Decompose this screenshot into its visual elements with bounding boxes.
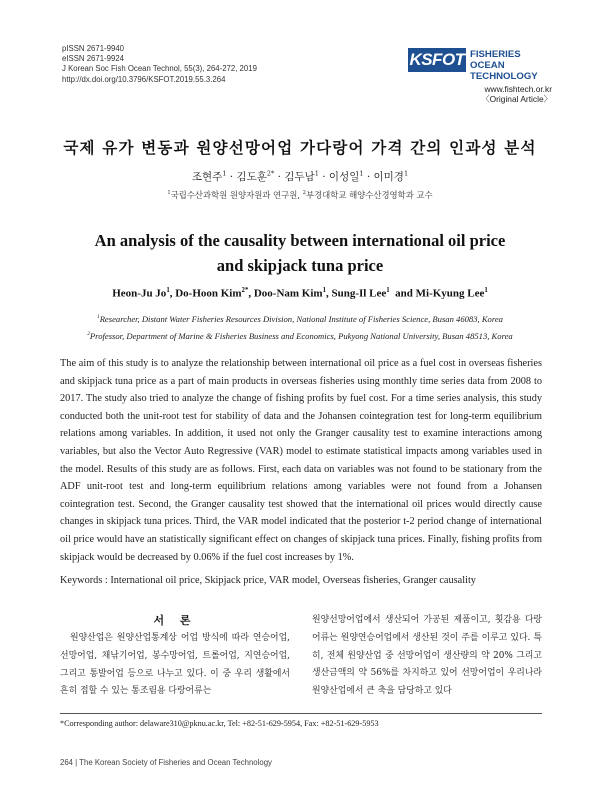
author-ko-5-sup: 1 xyxy=(403,169,409,178)
journal-name-line1: FISHERIES OCEAN xyxy=(470,49,521,71)
journal-name-line2: TECHNOLOGY xyxy=(470,71,538,82)
affiliation-english xyxy=(0,310,600,344)
citation: J Korean Soc Fish Ocean Technol, 55(3), 264-272, 2019 xyxy=(62,64,257,74)
title-korean: 국제 유가 변동과 원양선망어업 가다랑어 가격 간의 인과성 분석 xyxy=(63,138,537,157)
author-en-4-sup: 1 xyxy=(386,287,390,294)
keywords: Keywords : International oil price, Skipjack price, VAR model, Overseas fisheries, Granger causality xyxy=(60,575,476,586)
journal-meta xyxy=(62,44,257,85)
author-ko-2-sup: 2* xyxy=(266,169,275,178)
title-english-line2: and skipjack tuna price xyxy=(216,256,384,275)
author-separator: , xyxy=(169,287,176,300)
pissn: pISSN 2671-9940 xyxy=(62,44,124,53)
authors-english xyxy=(0,287,600,300)
section-title-introduction: 서 론 xyxy=(153,614,197,627)
corresponding-author-footnote: *Corresponding author: delaware310@pknu.ac.kr, Tel: +82-51-629-5954, Fax: +82-51-629-5953 xyxy=(60,719,379,728)
author-separator: · xyxy=(318,171,329,183)
author-en-4: Sung-Il Lee xyxy=(331,287,387,300)
intro-text-left-column: 원양산업은 원양산업통계상 어업 방식에 따라 연승어업, 선망어업, 채낚기어업, 봉수망어업, 트롤어업, 지연승어업, 그리고 통발어업 등으로 나누고 있다. 이 중 우리 생활에서 흔히 접할 수 있는 통조림용 다랑어류는 xyxy=(60,633,290,697)
author-en-1-sup: 1 xyxy=(166,287,170,294)
title-english-line1: An analysis of the causality between international oil price xyxy=(94,231,506,250)
website-link[interactable]: www.fishtech.or.kr xyxy=(484,84,552,94)
author-separator: · xyxy=(363,171,374,183)
affil-ko-text1: 국립수산과학원 원양자원과 연구원, xyxy=(170,190,303,200)
affil-en-text1: Researcher, Distant Water Fisheries Resources Division, National Institute of Fisheries Science, Busan 46083, Korea xyxy=(99,313,503,324)
page-footer: 264 | The Korean Society of Fisheries and Ocean Technology xyxy=(60,758,272,767)
author-separator: , xyxy=(248,287,254,300)
author-ko-1-sup: 1 xyxy=(222,169,227,178)
author-en-2: Do-Hoon Kim xyxy=(175,287,242,300)
author-en-1: Heon-Ju Jo xyxy=(112,287,167,300)
affil-ko-sup1: 1 xyxy=(167,190,171,197)
author-en-3-sup: 1 xyxy=(322,287,326,294)
affiliation-korean xyxy=(0,189,600,201)
affil-ko-sup2: 2 xyxy=(302,190,306,197)
doi-link[interactable]: http://dx.doi.org/10.3796/KSFOT.2019.55.3.264 xyxy=(62,74,226,84)
author-separator: · xyxy=(274,171,285,183)
author-ko-3-sup: 1 xyxy=(314,169,319,178)
journal-name xyxy=(470,49,554,82)
author-en-2-sup: 2* xyxy=(241,287,249,294)
ksfot-logo-mark: KSFOT xyxy=(408,48,466,72)
author-ko-4-sup: 1 xyxy=(359,169,364,178)
article-type: 〈Original Article〉 xyxy=(481,94,552,104)
affil-ko-text2: 부경대학교 해양수산경영학과 교수 xyxy=(305,190,433,200)
affil-en-sup2: 2 xyxy=(87,330,90,337)
author-ko-5: 이미경 xyxy=(373,171,404,183)
author-ko-1: 조현주 xyxy=(191,171,223,183)
author-separator: , xyxy=(326,287,332,300)
author-separator: · xyxy=(226,171,237,183)
eissn: eISSN 2671-9924 xyxy=(62,54,124,64)
author-ko-4: 이성일 xyxy=(328,171,360,183)
affil-en-text2: Professor, Department of Marine & Fisheries Business and Economics, Pukyong National University, Busan 48513, Korea xyxy=(89,330,513,341)
authors-korean xyxy=(0,169,600,184)
abstract: The aim of this study is to analyze the relationship between international oil price as a fuel cost in overseas fisheries and skipjack tuna price as a part of main products in overseas fisheries using monthly time series data from 2008 to 2017. The study also tried to analyze the change of fishing profits by fuel cost. For a time series analysis, this study conducted both the unit-root test for stability of data and the Johansen cointegration test for long-term equilibrium relations among variables. In addition, it used not only the Granger causality test to examine interactions among variables, but also the Vector Auto Regressive (VAR) model to estimate statistical impacts among variables used in the model. Results of this study are as follows. First, each data on variables was not found to be stationary from the ADF unit-root test and long-term equilibrium relations among variables were not found from a Johansen cointegration test. Second, the Granger causality test showed that the international oil prices would directly cause changes in skipjack tuna prices. Third, the VAR model indicated that the posterior t-2 period change of international oil price would have an statistically significant effect on changes of skipjack tuna prices. Finally, fishing profits from skipjack would be decreased by 0.06% if the fuel cost increases by 1%. xyxy=(60,358,542,563)
author-en-3: Doo-Nam Kim xyxy=(253,287,323,300)
author-en-5-sup: 1 xyxy=(484,287,488,294)
author-ko-2: 김도훈 xyxy=(236,171,267,183)
title-english xyxy=(0,228,600,278)
intro-text-right-column: 원양선망어업에서 생산되어 가공된 제품이고, 횟감용 다랑어류는 원양연승어업에서 생산된 것이 주를 이루고 있다. 특히, 전체 원양산업 중 선망어업이 생산량의 약 20% 그리고 생산금액의 약 56%를 차지하고 있어 선망어업이 우리나라 원양산업에서 큰 축을 담당하고 있다 xyxy=(312,615,542,697)
affil-en-line1 xyxy=(0,310,600,327)
author-ko-3: 김두남 xyxy=(284,171,315,183)
affil-en-line2 xyxy=(0,327,600,344)
author-en-5-prefix: and xyxy=(395,287,416,300)
journal-logo xyxy=(408,48,553,104)
footnote-divider xyxy=(60,713,542,714)
affil-en-sup1: 1 xyxy=(97,314,100,320)
author-en-5: Mi-Kyung Lee xyxy=(415,287,485,300)
